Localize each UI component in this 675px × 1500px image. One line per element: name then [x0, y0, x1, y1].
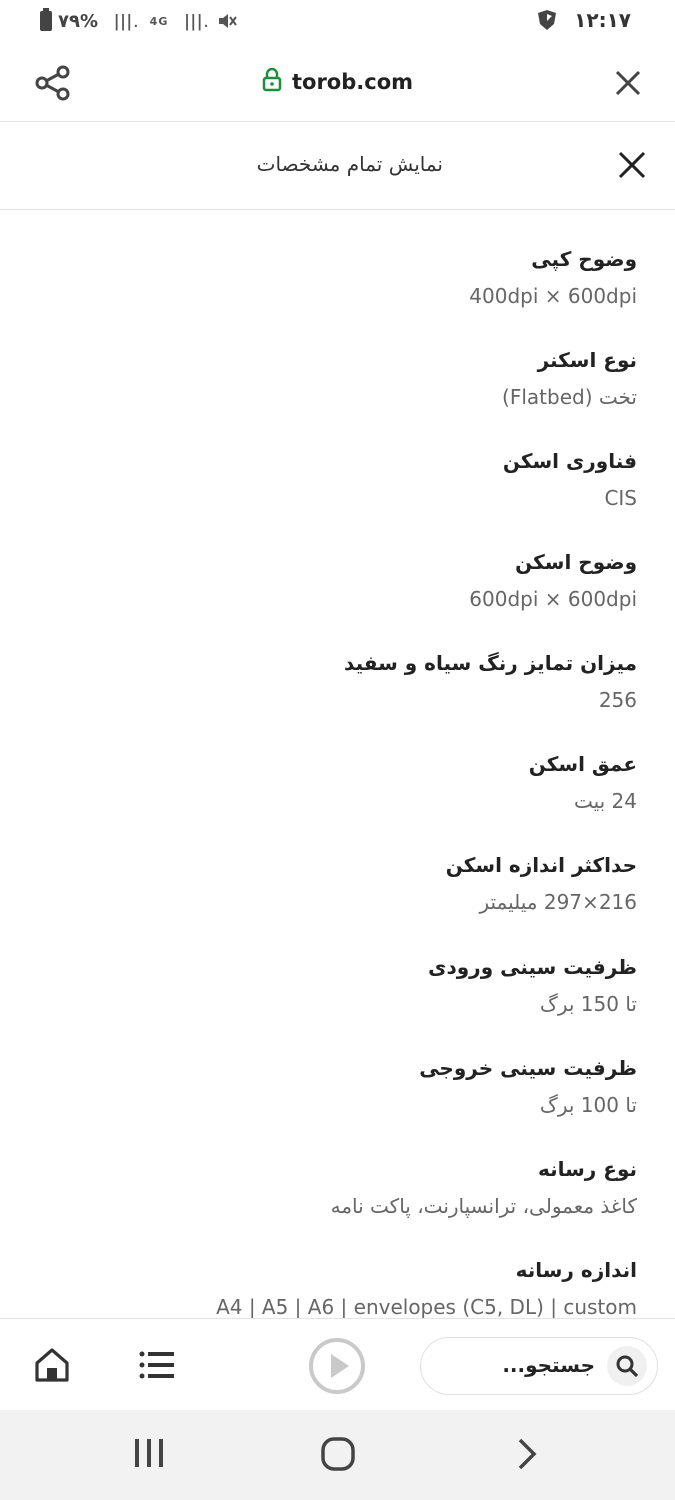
- spec-value: A4 | A5 | A6 | envelopes (C5, DL) | custom: [216, 1295, 637, 1318]
- shield-icon: [536, 9, 558, 31]
- spec-value: تخت (Flatbed): [502, 385, 637, 409]
- lock-icon: [262, 68, 282, 92]
- home-icon[interactable]: [34, 1347, 70, 1383]
- spec-label: عمق اسکن: [528, 752, 637, 776]
- spec-item: [37, 749, 637, 816]
- spec-label: حداکثر اندازه اسکن: [445, 853, 637, 877]
- spec-label: وضوح اسکن: [515, 550, 637, 574]
- spec-label: ظرفیت سینی خروجی: [419, 1056, 637, 1080]
- signal-icon-2: ǀǀǀ.: [184, 10, 211, 32]
- home-nav-icon[interactable]: [320, 1436, 356, 1472]
- search-input[interactable]: [420, 1337, 658, 1395]
- status-right: [536, 8, 631, 32]
- close-icon[interactable]: [613, 68, 643, 98]
- spec-label: وضوح کپی: [531, 247, 637, 271]
- battery-level: ۷۹%: [58, 10, 99, 32]
- spec-label: اندازه رسانه: [515, 1258, 637, 1282]
- recents-icon[interactable]: [132, 1436, 166, 1470]
- spec-item: [37, 446, 637, 513]
- spec-value: 256: [598, 688, 637, 712]
- spec-label: ظرفیت سینی ورودی: [428, 955, 637, 979]
- url-bar: [0, 44, 675, 122]
- panel-title: نمایش تمام مشخصات: [256, 152, 443, 176]
- spec-item: [37, 345, 637, 412]
- spec-item: [37, 1053, 637, 1120]
- status-left: [40, 10, 238, 32]
- spec-item: [37, 244, 637, 311]
- spec-item: [37, 648, 637, 715]
- spec-value: کاغذ معمولی، ترانسپارنت، پاکت نامه: [330, 1194, 637, 1218]
- specs-list[interactable]: [0, 210, 675, 1318]
- spec-value: 24 بیت: [573, 789, 637, 813]
- network-type: 4G: [149, 14, 169, 28]
- spec-value: تا 150 برگ: [539, 992, 637, 1016]
- signal-icon: ǀǀǀ.: [114, 10, 140, 32]
- status-bar: [0, 0, 675, 44]
- battery-icon: [40, 11, 52, 31]
- search-icon[interactable]: [607, 1346, 647, 1386]
- close-panel-icon[interactable]: [617, 150, 647, 180]
- back-icon[interactable]: [514, 1436, 540, 1472]
- spec-value: 400dpi × 600dpi: [469, 284, 637, 308]
- spec-item: [37, 1154, 637, 1221]
- address-display[interactable]: [0, 68, 675, 94]
- spec-item: [37, 952, 637, 1019]
- play-icon[interactable]: [308, 1337, 366, 1395]
- spec-label: میزان تمایز رنگ سیاه و سفید: [344, 651, 637, 675]
- domain-text: torob.com: [291, 70, 414, 94]
- specs-panel-header: [0, 122, 675, 210]
- menu-icon[interactable]: [138, 1349, 176, 1381]
- spec-value: تا 100 برگ: [539, 1093, 637, 1117]
- spec-item: [37, 547, 637, 614]
- spec-item: [37, 850, 637, 917]
- bottom-app-bar: [0, 1318, 675, 1410]
- spec-label: نوع رسانه: [537, 1157, 637, 1181]
- system-nav-bar: [0, 1410, 675, 1500]
- spec-item: [37, 1255, 637, 1318]
- spec-value: 216×297 میلیمتر: [479, 890, 637, 914]
- spec-value: CIS: [604, 486, 637, 510]
- spec-label: فناوری اسکن: [502, 449, 637, 473]
- clock: ۱۲:۱۷: [574, 8, 631, 32]
- mute-icon: [216, 10, 238, 32]
- spec-value: 600dpi × 600dpi: [469, 587, 637, 611]
- search-placeholder: جستجو...: [502, 1353, 595, 1377]
- spec-label: نوع اسکنر: [537, 348, 637, 372]
